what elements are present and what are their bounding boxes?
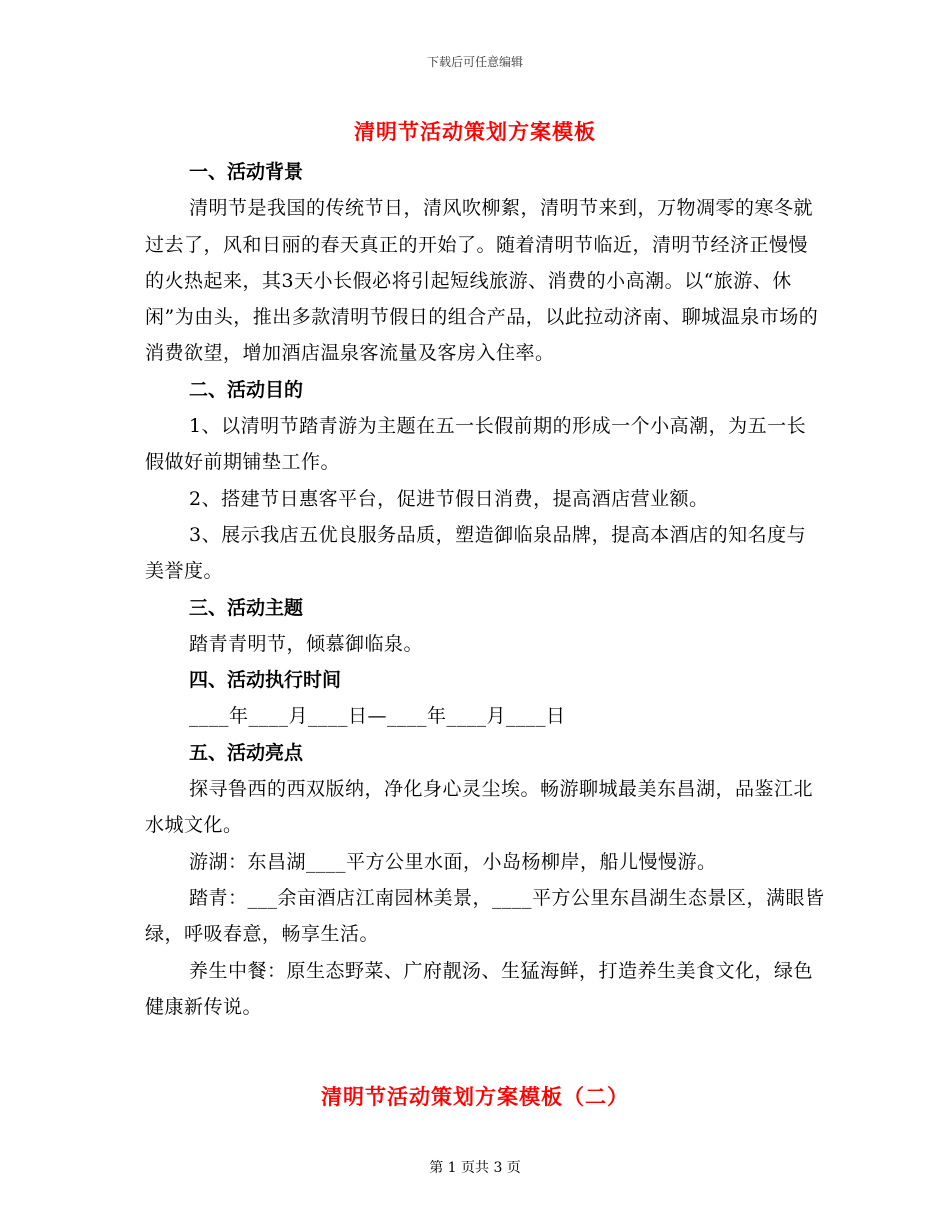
goal-item: 1、以清明节踏青游为主题在五一长假前期的形成一个小高潮，为五一长假做好前期铺垫工作。 xyxy=(145,415,807,474)
time-paragraph: ____年____月____日—____年____月____日 xyxy=(189,705,566,728)
document-title-2: 清明节活动策划方案模板（二） xyxy=(321,1084,629,1109)
goal-item: 2、搭建节日惠客平台，促进节假日消费，提高酒店营业额。 xyxy=(189,487,709,510)
section-heading-highlights: 五、活动亮点 xyxy=(189,741,304,764)
highlight-item: 探寻鲁西的西双版纳，净化身心灵尘埃。畅游聊城最美东昌湖，品鉴江北水城文化。 xyxy=(145,778,814,837)
highlight-item: 游湖：东昌湖____平方公里水面，小岛杨柳岸，船儿慢慢游。 xyxy=(189,850,717,873)
goal-item: 3、展示我店五优良服务品质，塑造御临泉品牌，提高本酒店的知名度与美誉度。 xyxy=(145,523,807,583)
header-note: 下载后可任意编辑 xyxy=(426,55,523,69)
background-paragraph: 清明节是我国的传统节日，清风吹柳絮，清明节来到，万物凋零的寒冬就过去了，风和日丽的春天真正的开始了。随着清明节临近，清明节经济正慢慢的火热起来，其3天小长假必将引起短线旅游、消费的小高潮。以“旅游、休闲”为由头，推出多款清明节假日的组合产品，以此拉动济南、聊城温泉市场的消费欲望，增加酒店温泉客流量及客房入住率。 xyxy=(145,197,819,365)
section-heading-background: 一、活动背景 xyxy=(189,161,304,183)
highlight-item: 养生中餐：原生态野菜、广府靓汤、生猛海鲜，打造养生美食文化，绿色健康新传说。 xyxy=(145,959,814,1018)
page-footer: 第 1 页共 3 页 xyxy=(429,1160,521,1176)
section-heading-time: 四、活动执行时间 xyxy=(189,669,342,692)
section-heading-theme: 三、活动主题 xyxy=(189,596,304,619)
document-body xyxy=(145,154,825,1025)
highlight-item: 踏青：___余亩酒店江南园林美景，____平方公里东昌湖生态景区，满眼皆绿，呼吸春意，畅享生活。 xyxy=(145,886,825,946)
document-title: 清明节活动策划方案模板 xyxy=(354,119,596,144)
theme-paragraph: 踏青青明节，倾慕御临泉。 xyxy=(189,632,424,655)
section-heading-goals: 二、活动目的 xyxy=(189,378,304,401)
